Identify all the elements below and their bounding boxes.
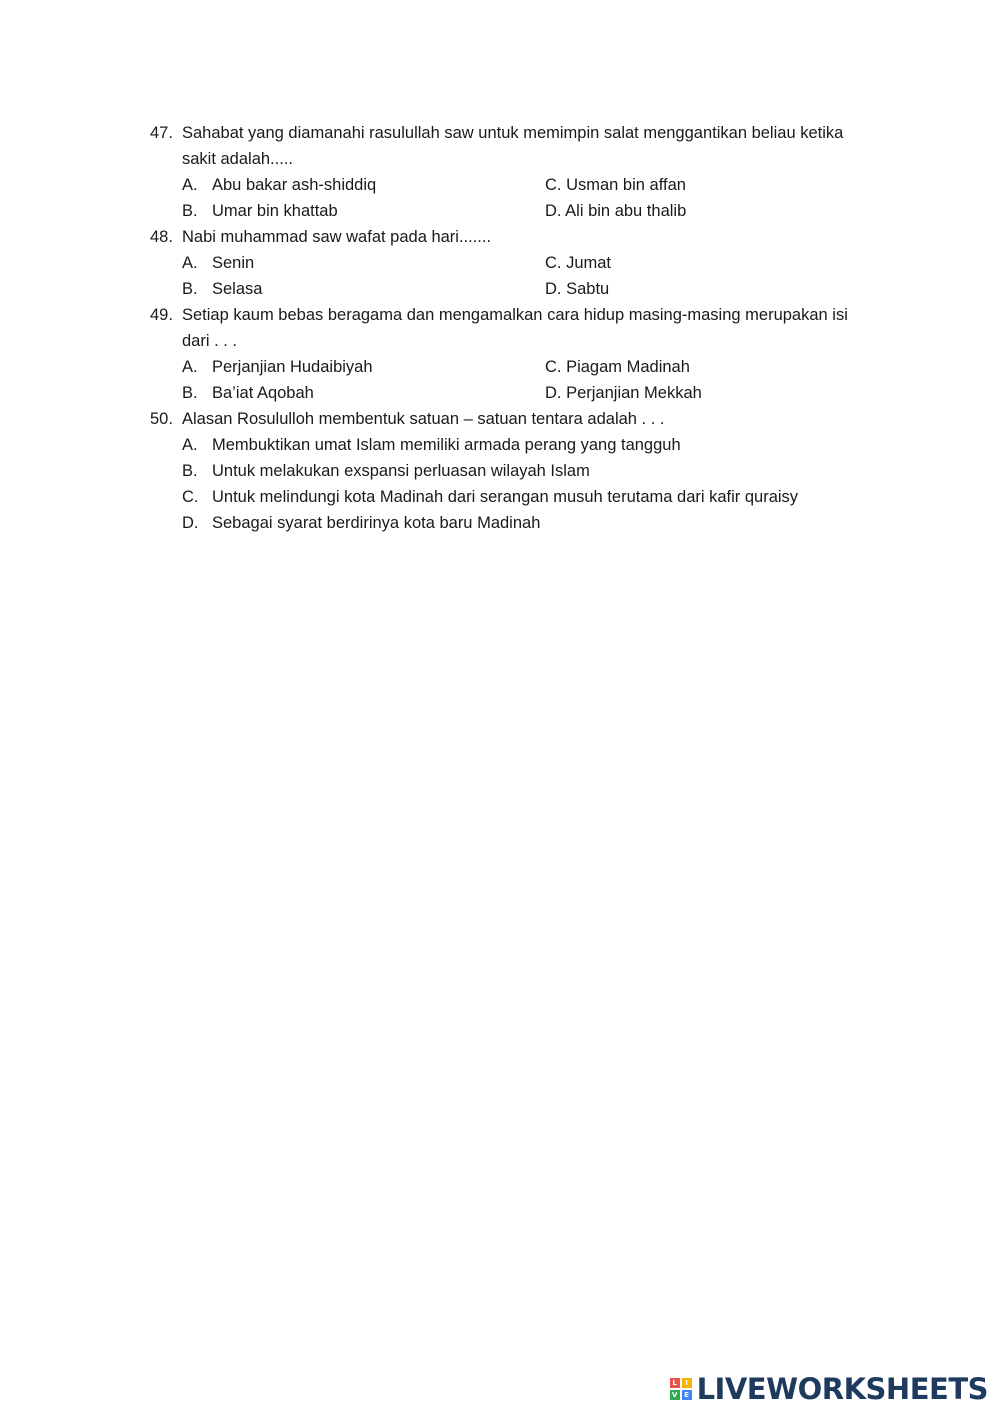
option-text: C. Jumat	[545, 254, 612, 272]
question-50	[150, 406, 870, 432]
option-text: D. Sabtu	[545, 280, 610, 298]
option-b[interactable]	[182, 458, 870, 484]
question-47	[150, 120, 870, 172]
question-number: 49.	[150, 306, 173, 324]
option-letter: A.	[182, 358, 198, 376]
option-letter: B.	[182, 384, 198, 402]
option-letter: A.	[182, 254, 198, 272]
option-text: Selasa	[212, 280, 263, 298]
option-b[interactable]	[182, 276, 545, 302]
option-text: Membuktikan umat Islam memiliki armada perang yang tangguh	[212, 436, 681, 454]
option-a[interactable]	[182, 432, 870, 458]
option-d[interactable]	[545, 198, 870, 224]
logo-tile: V	[670, 1390, 680, 1400]
option-text: Sebagai syarat berdirinya kota baru Madinah	[212, 514, 541, 532]
question-text: Alasan Rosululloh membentuk satuan – satuan tentara adalah . . .	[182, 410, 665, 428]
option-letter: B.	[182, 202, 198, 220]
option-letter: C.	[182, 488, 199, 506]
option-d[interactable]	[182, 510, 870, 536]
option-text: Untuk melindungi kota Madinah dari serangan musuh terutama dari kafir quraisy	[212, 488, 799, 506]
option-letter: B.	[182, 462, 198, 480]
option-a[interactable]	[182, 354, 545, 380]
question-text: Sahabat yang diamanahi rasulullah saw untuk memimpin salat menggantikan beliau ketika sakit adalah.....	[182, 124, 844, 168]
option-text: Perjanjian Hudaibiyah	[212, 358, 373, 376]
question-49-options	[150, 354, 870, 406]
option-b[interactable]	[182, 380, 545, 406]
option-c[interactable]	[182, 484, 870, 510]
option-text: D. Ali bin abu thalib	[545, 202, 687, 220]
question-text: Setiap kaum bebas beragama dan mengamalkan cara hidup masing-masing merupakan isi dari . . .	[182, 306, 848, 350]
logo-tiles-icon	[670, 1378, 692, 1400]
question-number: 48.	[150, 228, 173, 246]
question-49	[150, 302, 870, 354]
option-text: C. Piagam Madinah	[545, 358, 690, 376]
option-c[interactable]	[545, 354, 870, 380]
question-48	[150, 224, 870, 250]
option-c[interactable]	[545, 250, 870, 276]
liveworksheets-logo[interactable]	[670, 1374, 988, 1404]
option-text: Ba’iat Aqobah	[212, 384, 314, 402]
question-number: 47.	[150, 124, 173, 142]
option-letter: B.	[182, 280, 198, 298]
worksheet-content	[150, 120, 870, 536]
option-text: Untuk melakukan exspansi perluasan wilayah Islam	[212, 462, 590, 480]
question-48-options	[150, 250, 870, 302]
option-text: Senin	[212, 254, 255, 272]
option-letter: A.	[182, 436, 198, 454]
option-letter: D.	[182, 514, 199, 532]
option-c[interactable]	[545, 172, 870, 198]
logo-tile: I	[682, 1378, 692, 1388]
option-text: C. Usman bin affan	[545, 176, 686, 194]
logo-tile: L	[670, 1378, 680, 1388]
option-text: Umar bin khattab	[212, 202, 338, 220]
logo-text: LIVEWORKSHEETS	[696, 1372, 988, 1406]
question-text: Nabi muhammad saw wafat pada hari.......	[182, 228, 492, 246]
question-number: 50.	[150, 410, 173, 428]
option-letter: A.	[182, 176, 198, 194]
question-47-options	[150, 172, 870, 224]
option-a[interactable]	[182, 250, 545, 276]
option-d[interactable]	[545, 276, 870, 302]
logo-tile: E	[682, 1390, 692, 1400]
question-50-options	[150, 432, 870, 536]
option-d[interactable]	[545, 380, 870, 406]
option-text: D. Perjanjian Mekkah	[545, 384, 702, 402]
option-text: Abu bakar ash-shiddiq	[212, 176, 377, 194]
option-a[interactable]	[182, 172, 545, 198]
option-b[interactable]	[182, 198, 545, 224]
